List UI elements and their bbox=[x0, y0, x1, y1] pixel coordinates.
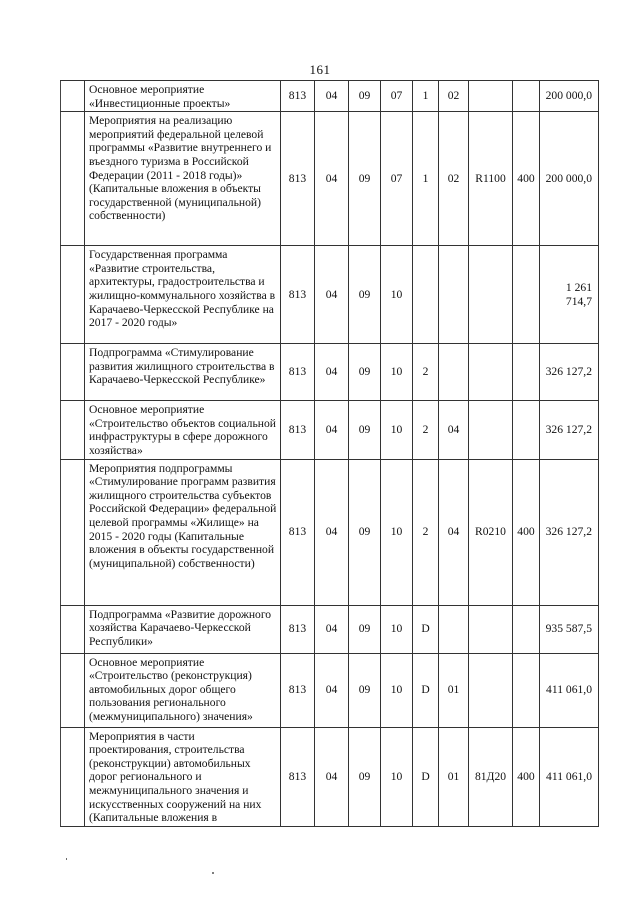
cell-subprogram: D bbox=[413, 653, 439, 727]
cell-margin bbox=[61, 246, 85, 344]
table-row bbox=[61, 459, 599, 605]
cell-program: 07 bbox=[381, 81, 413, 112]
budget-table bbox=[60, 80, 599, 827]
cell-subprogram: 1 bbox=[413, 81, 439, 112]
cell-description: Подпрограмма «Развитие дорожного хозяйства Карачаево-Черкесской Республики» bbox=[85, 605, 281, 653]
cell-grbs: 813 bbox=[281, 401, 315, 459]
cell-description: Подпрограмма «Стимулирование развития жилищного строительства в Карачаево-Черкесской Республике» bbox=[85, 344, 281, 401]
cell-direction bbox=[469, 401, 513, 459]
cell-event: 01 bbox=[439, 653, 469, 727]
cell-grbs: 813 bbox=[281, 344, 315, 401]
page-number: 161 bbox=[309, 62, 331, 77]
cell-program: 10 bbox=[381, 727, 413, 826]
cell-program: 10 bbox=[381, 246, 413, 344]
cell-amount: 411 061,0 bbox=[540, 653, 599, 727]
cell-program: 10 bbox=[381, 459, 413, 605]
cell-margin bbox=[61, 459, 85, 605]
cell-expense-type bbox=[513, 653, 540, 727]
cell-subprogram: 2 bbox=[413, 401, 439, 459]
cell-grbs: 813 bbox=[281, 112, 315, 246]
cell-amount: 326 127,2 bbox=[540, 344, 599, 401]
cell-direction bbox=[469, 605, 513, 653]
table-row bbox=[61, 605, 599, 653]
cell-subsection: 09 bbox=[349, 112, 381, 246]
cell-amount: 1 261 714,7 bbox=[540, 246, 599, 344]
scan-speck bbox=[66, 858, 67, 860]
cell-section: 04 bbox=[315, 401, 349, 459]
cell-amount: 935 587,5 bbox=[540, 605, 599, 653]
cell-section: 04 bbox=[315, 344, 349, 401]
cell-subsection: 09 bbox=[349, 459, 381, 605]
cell-margin bbox=[61, 401, 85, 459]
cell-amount: 326 127,2 bbox=[540, 459, 599, 605]
table-row bbox=[61, 344, 599, 401]
cell-grbs: 813 bbox=[281, 81, 315, 112]
cell-event: 02 bbox=[439, 112, 469, 246]
cell-expense-type: 400 bbox=[513, 112, 540, 246]
cell-subsection: 09 bbox=[349, 81, 381, 112]
table-row bbox=[61, 246, 599, 344]
cell-description: Мероприятия на реализацию мероприятий федеральной целевой программы «Развитие внутреннего и въездного туризма в Российской Федерации (2011 - 2018 годы)» (Капитальные вложения в объекты государственной (муниципальной) собственности) bbox=[85, 112, 281, 246]
cell-amount: 411 061,0 bbox=[540, 727, 599, 826]
cell-subsection: 09 bbox=[349, 344, 381, 401]
cell-margin bbox=[61, 112, 85, 246]
cell-subsection: 09 bbox=[349, 727, 381, 826]
cell-event: 01 bbox=[439, 727, 469, 826]
cell-margin bbox=[61, 653, 85, 727]
cell-section: 04 bbox=[315, 81, 349, 112]
cell-section: 04 bbox=[315, 653, 349, 727]
cell-amount: 326 127,2 bbox=[540, 401, 599, 459]
table-row bbox=[61, 727, 599, 826]
cell-subprogram bbox=[413, 246, 439, 344]
cell-expense-type bbox=[513, 605, 540, 653]
cell-grbs: 813 bbox=[281, 459, 315, 605]
cell-grbs: 813 bbox=[281, 246, 315, 344]
cell-subsection: 09 bbox=[349, 246, 381, 344]
scan-speck bbox=[212, 872, 214, 874]
table-row bbox=[61, 401, 599, 459]
cell-subprogram: 1 bbox=[413, 112, 439, 246]
cell-description: Основное мероприятие «Инвестиционные проекты» bbox=[85, 81, 281, 112]
cell-event bbox=[439, 246, 469, 344]
cell-direction bbox=[469, 653, 513, 727]
table-row bbox=[61, 653, 599, 727]
cell-event: 04 bbox=[439, 459, 469, 605]
cell-margin bbox=[61, 81, 85, 112]
cell-section: 04 bbox=[315, 459, 349, 605]
cell-subsection: 09 bbox=[349, 653, 381, 727]
cell-direction: R1100 bbox=[469, 112, 513, 246]
cell-subprogram: D bbox=[413, 605, 439, 653]
cell-subprogram: 2 bbox=[413, 459, 439, 605]
table-row bbox=[61, 81, 599, 112]
cell-description: Государственная программа «Развитие строительства, архитектуры, градостроительства и жилищно-коммунального хозяйства в Карачаево-Черкесской Республике на 2017 - 2020 годы» bbox=[85, 246, 281, 344]
cell-section: 04 bbox=[315, 246, 349, 344]
cell-subsection: 09 bbox=[349, 401, 381, 459]
cell-description: Мероприятия в части проектирования, строительства (реконструкции) автомобильных дорог регионального и межмуниципального значения и искусственных сооружений на них (Капитальные вложения в bbox=[85, 727, 281, 826]
cell-direction bbox=[469, 344, 513, 401]
cell-program: 10 bbox=[381, 401, 413, 459]
cell-expense-type bbox=[513, 81, 540, 112]
cell-event bbox=[439, 605, 469, 653]
cell-program: 10 bbox=[381, 605, 413, 653]
cell-event: 04 bbox=[439, 401, 469, 459]
cell-program: 07 bbox=[381, 112, 413, 246]
cell-description: Основное мероприятие «Строительство объектов социальной инфраструктуры в сфере дорожного хозяйства» bbox=[85, 401, 281, 459]
cell-section: 04 bbox=[315, 727, 349, 826]
cell-grbs: 813 bbox=[281, 653, 315, 727]
cell-amount: 200 000,0 bbox=[540, 81, 599, 112]
cell-amount: 200 000,0 bbox=[540, 112, 599, 246]
cell-program: 10 bbox=[381, 344, 413, 401]
cell-grbs: 813 bbox=[281, 727, 315, 826]
cell-event: 02 bbox=[439, 81, 469, 112]
cell-subsection: 09 bbox=[349, 605, 381, 653]
cell-program: 10 bbox=[381, 653, 413, 727]
cell-expense-type: 400 bbox=[513, 727, 540, 826]
cell-event bbox=[439, 344, 469, 401]
cell-direction bbox=[469, 81, 513, 112]
cell-direction bbox=[469, 246, 513, 344]
cell-section: 04 bbox=[315, 112, 349, 246]
cell-description: Мероприятия подпрограммы «Стимулирование программ развития жилищного строительства субъектов Российской Федерации» федеральной целевой программы «Жилище» на 2015 - 2020 годы (Капитальные вложения в объекты государственной (муниципальной) собственности) bbox=[85, 459, 281, 605]
cell-margin bbox=[61, 727, 85, 826]
cell-expense-type bbox=[513, 401, 540, 459]
cell-expense-type bbox=[513, 344, 540, 401]
cell-margin bbox=[61, 605, 85, 653]
cell-expense-type bbox=[513, 246, 540, 344]
cell-description: Основное мероприятие «Строительство (реконструкция) автомобильных дорог общего пользования регионального (межмуниципального) значения» bbox=[85, 653, 281, 727]
cell-subprogram: D bbox=[413, 727, 439, 826]
table-row bbox=[61, 112, 599, 246]
cell-margin bbox=[61, 344, 85, 401]
cell-direction: 81Д20 bbox=[469, 727, 513, 826]
cell-grbs: 813 bbox=[281, 605, 315, 653]
cell-subprogram: 2 bbox=[413, 344, 439, 401]
cell-section: 04 bbox=[315, 605, 349, 653]
cell-direction: R0210 bbox=[469, 459, 513, 605]
cell-expense-type: 400 bbox=[513, 459, 540, 605]
